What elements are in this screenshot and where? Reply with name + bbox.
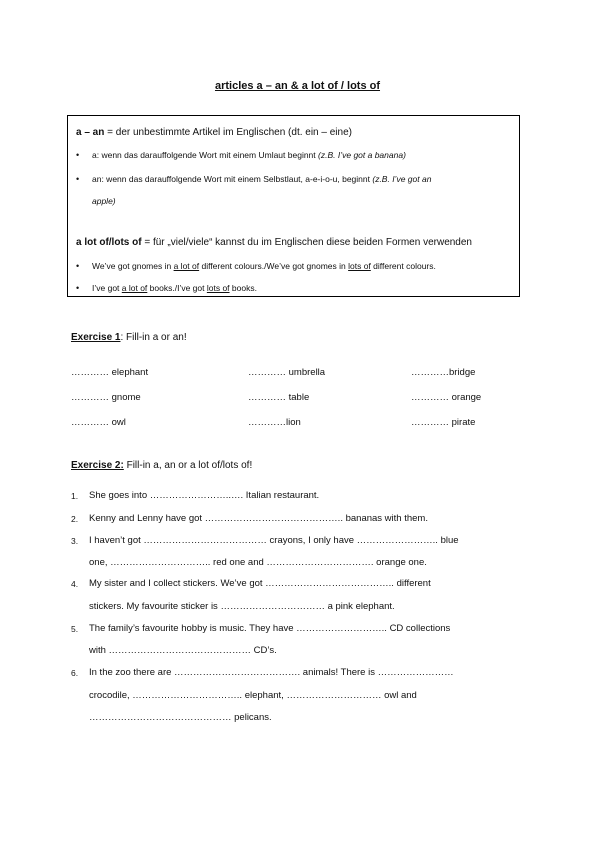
exercise-2-line[interactable]: with ……………………………………… CD’s.: [89, 645, 277, 656]
bullet-icon: •: [76, 283, 80, 293]
exercise-2-line[interactable]: My sister and I collect stickers. We’ve got ………………………………….. different: [89, 578, 431, 589]
exercise-2-line[interactable]: ……………………………………… pelicans.: [89, 712, 272, 723]
bullet-example-continuation: apple): [92, 196, 116, 206]
exercise-1-item[interactable]: …………lion: [248, 417, 301, 428]
underlined-phrase: lots of: [348, 261, 371, 271]
grammar-rule-box: [67, 115, 520, 297]
exercise-1-item[interactable]: ………… elephant: [71, 367, 149, 378]
bullet-icon: •: [76, 261, 80, 271]
bullet-icon: •: [76, 150, 80, 160]
exercise-1-item[interactable]: ………… orange: [411, 392, 482, 403]
bullet-text: books.: [229, 283, 257, 293]
exercise-2-instruction: Fill-in a, an or a lot of/lots of!: [123, 460, 253, 471]
exercise-2-line[interactable]: She goes into ……………………..…. Italian restaurant.: [89, 490, 320, 501]
a-an-term: a – an: [76, 127, 105, 138]
bullet-text: different colours./We’ve got gnomes in: [199, 261, 349, 271]
lots-of-definition: = für „viel/viele“ kannst du im Englischen diese beiden Formen verwenden: [141, 237, 472, 248]
exercise-2-line[interactable]: crocodile, …………………………….. elephant, ………………………… owl and: [89, 690, 417, 701]
exercise-1-heading: [71, 332, 187, 343]
a-an-definition: = der unbestimmte Artikel im Englischen (dt. ein – eine): [104, 127, 352, 138]
bullet-text: We’ve got gnomes in: [92, 261, 174, 271]
lots-of-term: a lot of/lots of: [76, 237, 142, 248]
exercise-2-line[interactable]: The family’s favourite hobby is music. They have ……………………….. CD collections: [89, 623, 451, 634]
underlined-phrase: lots of: [206, 283, 230, 293]
bullet-text: I’ve got: [92, 283, 122, 293]
exercise-1-label: Exercise 1: [71, 332, 121, 343]
exercise-2-label: Exercise 2:: [71, 460, 124, 471]
exercise-1-item[interactable]: ………… owl: [71, 417, 126, 428]
exercise-2-line[interactable]: stickers. My favourite sticker is …………………………… a pink elephant.: [89, 601, 395, 612]
exercise-1-item[interactable]: ………… table: [248, 392, 310, 403]
bullet-example: (z.B. I’ve got an: [372, 174, 432, 184]
item-number: 6.: [71, 668, 79, 678]
bullet-icon: •: [76, 174, 80, 184]
item-number: 5.: [71, 624, 79, 634]
item-number: 3.: [71, 536, 79, 546]
lots-of-rule-heading: [76, 237, 472, 248]
exercise-1-item[interactable]: …………bridge: [411, 367, 476, 378]
exercise-1-item[interactable]: ………… pirate: [411, 417, 476, 428]
page-title: articles a – an & a lot of / lots of: [214, 80, 381, 92]
exercise-1-item[interactable]: ………… gnome: [71, 392, 141, 403]
bullet-text: an: wenn das darauffolgende Wort mit einem Selbstlaut, a-e-i-o-u, beginnt: [92, 174, 373, 184]
exercise-2-line[interactable]: I haven’t got ………………………………… crayons, I only have …………………….. blue: [89, 535, 459, 546]
bullet-text: books./I’ve got: [147, 283, 207, 293]
bullet-text: different colours.: [370, 261, 436, 271]
item-number: 1.: [71, 491, 79, 501]
a-an-rule-heading: [76, 127, 352, 138]
exercise-2-line[interactable]: In the zoo there are …………………………………. animals! There is ……………………: [89, 667, 454, 678]
exercise-2-line[interactable]: Kenny and Lenny have got …………………………………….. bananas with them.: [89, 513, 428, 524]
exercise-2-heading: [71, 460, 252, 471]
bullet-text: a: wenn das darauffolgende Wort mit einem Umlaut beginnt: [92, 150, 319, 160]
underlined-phrase: a lot of: [121, 283, 148, 293]
exercise-1-item[interactable]: ………… umbrella: [248, 367, 326, 378]
item-number: 2.: [71, 514, 79, 524]
exercise-1-instruction: : Fill-in a or an!: [120, 332, 187, 343]
underlined-phrase: a lot of: [173, 261, 200, 271]
bullet-example: (z.B. I’ve got a banana): [318, 150, 406, 160]
exercise-2-line[interactable]: one, ………………………….. red one and ……………………………. orange one.: [89, 557, 427, 568]
item-number: 4.: [71, 579, 79, 589]
